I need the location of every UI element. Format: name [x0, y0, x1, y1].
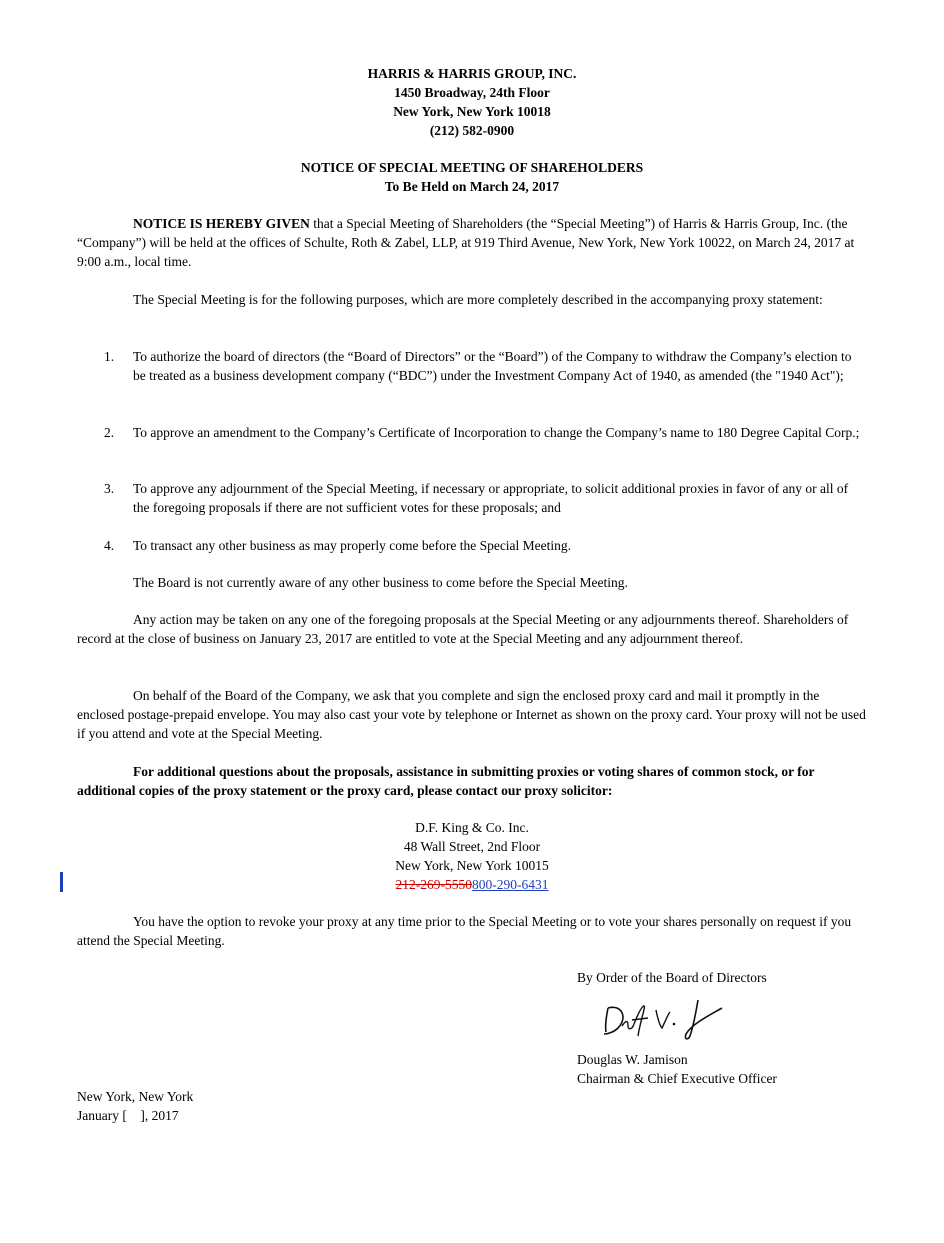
- solicitor-phone: [0, 875, 944, 894]
- behalf-paragraph: On behalf of the Board of the Company, we ask that you complete and sign the enclosed proxy card and mail it promptly in the enclosed postage-prepaid envelope. You may also cast your vote by telephone or Internet as shown on the proxy card. Your proxy will not be used if you attend and vote at the Special Meeting.: [77, 688, 866, 741]
- action-paragraph: Any action may be taken on any one of the foregoing proposals at the Special Meeting or any adjournments thereof. Shareholders of record at the close of business on January 23, 2017 are entitled to vote at the Special Meeting and any adjournment thereof.: [77, 612, 849, 646]
- company-address-line2: New York, New York 10018: [393, 104, 551, 119]
- solicitor-city: New York, New York 10015: [395, 858, 549, 873]
- notice-lead: NOTICE IS HEREBY GIVEN: [133, 216, 310, 231]
- notice-paragraph: [77, 214, 867, 271]
- revoke-paragraph: You have the option to revoke your proxy at any time prior to the Special Meeting or to vote your shares personally on request if you attend the Special Meeting.: [77, 914, 852, 948]
- company-phone: (212) 582-0900: [429, 123, 515, 138]
- list-item-number: 1.: [104, 349, 115, 364]
- company-address-line1: 1450 Broadway, 24th Floor: [394, 85, 550, 100]
- meeting-date-subtitle: To Be Held on March 24, 2017: [384, 179, 560, 194]
- list-item-text: To approve an amendment to the Company’s Certificate of Incorporation to change the Company’s name to 180 Degree Capital Corp.;: [133, 425, 860, 440]
- list-item-text: To approve any adjournment of the Special Meeting, if necessary or appropriate, to solicit additional proxies in favor of any or all of the foregoing proposals if there are not sufficient votes for these proposals; and: [133, 481, 849, 515]
- list-item-number: 3.: [104, 481, 115, 496]
- signatory-position: Chairman & Chief Executive Officer: [577, 1071, 777, 1086]
- solicitor-street: 48 Wall Street, 2nd Floor: [403, 839, 541, 854]
- purposes-intro: The Special Meeting is for the following purposes, which are more completely described in the accompanying proxy statement:: [133, 292, 823, 307]
- board-unaware-paragraph: The Board is not currently aware of any other business to come before the Special Meeting.: [133, 575, 628, 590]
- signatory-name: Douglas W. Jamison: [577, 1052, 688, 1067]
- list-item-text: To authorize the board of directors (the “Board of Directors” or the “Board”) of the Company to withdraw the Company’s election to be treated as a business development company (“BDC”) under the Investment Company Act of 1940, as amended (the "1940 Act");: [133, 349, 852, 383]
- deleted-phone: 212-269-5550: [395, 877, 472, 892]
- list-item-number: 4.: [104, 538, 115, 553]
- place-line: New York, New York: [77, 1089, 194, 1104]
- notice-title: NOTICE OF SPECIAL MEETING OF SHAREHOLDERS: [300, 160, 644, 175]
- list-item-number: 2.: [104, 425, 115, 440]
- list-item-text: To transact any other business as may properly come before the Special Meeting.: [133, 538, 572, 553]
- contact-paragraph: For additional questions about the proposals, assistance in submitting proxies or voting shares of common stock, or for additional copies of the proxy statement or the proxy card, please contact our proxy solicitor:: [77, 764, 815, 798]
- notice-body: that a Special Meeting of Shareholders (the “Special Meeting”) of Harris & Harris Group, Inc. (the “Company”) will be held at the offices of Schulte, Roth & Zabel, LLP, at 919 Third Avenue, New York, New York 10022, on March 24, 2017 at 9:00 a.m., local time.: [77, 216, 855, 269]
- revision-change-bar: [60, 872, 63, 892]
- by-order-line: By Order of the Board of Directors: [577, 970, 767, 985]
- inserted-phone: 800-290-6431: [472, 877, 549, 892]
- handwritten-signature: [598, 994, 738, 1044]
- date-line: January [ ], 2017: [77, 1108, 179, 1123]
- solicitor-name: D.F. King & Co. Inc.: [415, 820, 529, 835]
- company-name: HARRIS & HARRIS GROUP, INC.: [367, 66, 577, 81]
